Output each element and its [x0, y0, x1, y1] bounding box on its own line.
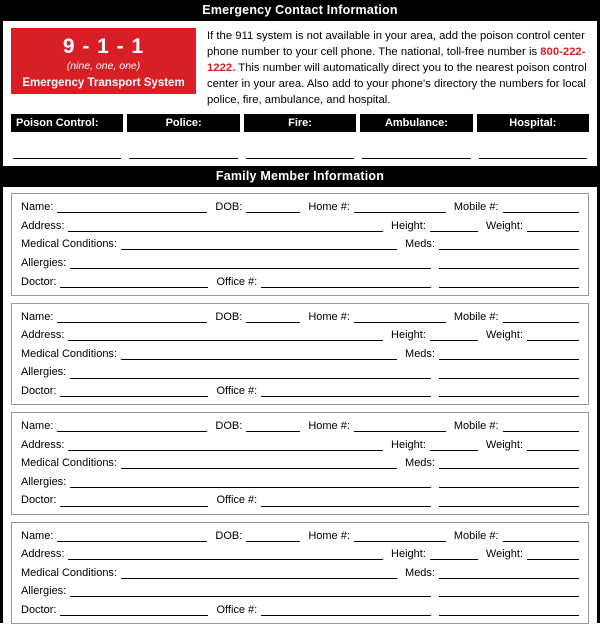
contact-label-fire: Fire:: [244, 114, 356, 132]
label-medical-conditions: Medical Conditions:: [21, 238, 117, 251]
label-allergies: Allergies:: [21, 256, 67, 269]
contact-input-ambulance[interactable]: [362, 132, 470, 159]
label-mobile: Mobile #:: [453, 529, 499, 542]
input-dob[interactable]: [246, 201, 300, 213]
label-home: Home #:: [308, 310, 350, 323]
input-dob[interactable]: [246, 311, 300, 323]
input-address[interactable]: [68, 548, 383, 560]
label-mobile: Mobile #:: [453, 310, 499, 323]
label-doctor: Doctor:: [21, 494, 57, 507]
label-height: Height:: [391, 219, 426, 232]
member-row-medical: [21, 348, 579, 360]
member-row-doctor: [21, 385, 579, 397]
poison-control-note: [196, 28, 589, 108]
member-row-address: [21, 220, 579, 232]
label-dob: DOB:: [215, 310, 243, 323]
input-name[interactable]: [57, 201, 207, 213]
member-row-address: [21, 329, 579, 341]
input-weight[interactable]: [527, 329, 579, 341]
contact-field-hospital: [477, 114, 589, 159]
input-doctor[interactable]: [60, 385, 208, 397]
contact-label-ambulance: Ambulance:: [360, 114, 472, 132]
input-doctor[interactable]: [60, 495, 208, 507]
input-office-phone[interactable]: [261, 495, 431, 507]
contact-field-ambulance: [360, 114, 472, 159]
label-meds: Meds:: [405, 566, 435, 579]
label-allergies: Allergies:: [21, 585, 67, 598]
label-medical-conditions: Medical Conditions:: [21, 347, 117, 360]
911-system-name: Emergency Transport System: [22, 76, 185, 89]
label-name: Name:: [21, 529, 54, 542]
label-meds: Meds:: [405, 238, 435, 251]
member-row-doctor: [21, 604, 579, 616]
label-office: Office #:: [216, 603, 258, 616]
input-name[interactable]: [57, 311, 207, 323]
label-meds: Meds:: [405, 347, 435, 360]
label-dob: DOB:: [215, 420, 243, 433]
label-dob: DOB:: [215, 201, 243, 214]
contact-input-police[interactable]: [129, 132, 237, 159]
input-address[interactable]: [68, 439, 383, 451]
label-weight: Weight:: [485, 219, 523, 232]
label-office: Office #:: [216, 494, 258, 507]
911-spelled: (nine, one, one): [66, 60, 141, 73]
family-members-list: [3, 187, 597, 624]
contact-input-poison-control[interactable]: [13, 132, 121, 159]
contact-field-police: [127, 114, 239, 159]
input-name[interactable]: [57, 420, 207, 432]
label-weight: Weight:: [485, 329, 523, 342]
input-medical-conditions[interactable]: [121, 348, 397, 360]
input-mobile-phone[interactable]: [503, 530, 579, 542]
input-home-phone[interactable]: [354, 201, 446, 213]
contact-label-police: Police:: [127, 114, 239, 132]
input-medical-conditions[interactable]: [121, 457, 397, 469]
label-home: Home #:: [308, 529, 350, 542]
member-row-medical: [21, 567, 579, 579]
member-row-identity: [21, 201, 579, 213]
label-office: Office #:: [216, 275, 258, 288]
emergency-section-header: Emergency Contact Information: [3, 0, 597, 21]
input-office-phone[interactable]: [261, 385, 431, 397]
input-height[interactable]: [430, 220, 478, 232]
input-dob[interactable]: [246, 530, 300, 542]
member-row-address: [21, 439, 579, 451]
label-office: Office #:: [216, 385, 258, 397]
member-row-allergies: [21, 257, 579, 269]
member-row-doctor: [21, 276, 579, 288]
label-weight: Weight:: [485, 548, 523, 561]
label-address: Address:: [21, 548, 65, 561]
contact-input-fire[interactable]: [246, 132, 354, 159]
label-dob: DOB:: [215, 529, 243, 542]
input-weight[interactable]: [527, 439, 579, 451]
input-meds[interactable]: [439, 348, 579, 360]
family-member-card: [11, 193, 589, 295]
label-height: Height:: [391, 329, 426, 342]
input-allergies-continued[interactable]: [439, 585, 579, 597]
label-medical-conditions: Medical Conditions:: [21, 566, 117, 579]
family-section-header: Family Member Information: [3, 166, 597, 187]
label-address: Address:: [21, 438, 65, 451]
input-weight[interactable]: [527, 548, 579, 560]
input-address[interactable]: [68, 220, 383, 232]
input-mobile-phone[interactable]: [503, 201, 579, 213]
family-member-card: [11, 303, 589, 405]
emergency-contacts-row: [3, 112, 597, 159]
911-number: 9 - 1 - 1: [62, 35, 145, 58]
label-home: Home #:: [308, 201, 350, 214]
contact-field-fire: [244, 114, 356, 159]
member-row-allergies: [21, 366, 579, 378]
input-doctor-continued[interactable]: [439, 276, 579, 288]
input-allergies[interactable]: [70, 476, 431, 488]
input-allergies[interactable]: [70, 585, 431, 597]
label-mobile: Mobile #:: [453, 420, 499, 433]
contact-field-poison-control: [11, 114, 123, 159]
input-medical-conditions[interactable]: [121, 238, 397, 250]
label-height: Height:: [391, 438, 426, 451]
label-allergies: Allergies:: [21, 475, 67, 488]
input-meds[interactable]: [439, 457, 579, 469]
label-doctor: Doctor:: [21, 603, 57, 616]
input-office-phone[interactable]: [261, 276, 431, 288]
input-address[interactable]: [68, 329, 383, 341]
family-member-card: [11, 412, 589, 514]
emergency-intro-block: [3, 21, 597, 112]
member-row-identity: [21, 311, 579, 323]
member-row-allergies: [21, 585, 579, 597]
contact-label-poison-control: Poison Control:: [11, 114, 123, 132]
label-address: Address:: [21, 329, 65, 342]
label-doctor: Doctor:: [21, 385, 57, 397]
input-weight[interactable]: [527, 220, 579, 232]
input-home-phone[interactable]: [354, 420, 446, 432]
label-weight: Weight:: [485, 438, 523, 451]
member-row-identity: [21, 420, 579, 432]
input-doctor[interactable]: [60, 604, 208, 616]
family-member-card: [11, 522, 589, 624]
input-meds[interactable]: [439, 238, 579, 250]
label-name: Name:: [21, 420, 54, 433]
label-name: Name:: [21, 310, 54, 323]
label-name: Name:: [21, 201, 54, 214]
input-doctor-continued[interactable]: [439, 495, 579, 507]
label-address: Address:: [21, 219, 65, 232]
label-allergies: Allergies:: [21, 366, 67, 379]
input-doctor-continued[interactable]: [439, 385, 579, 397]
input-mobile-phone[interactable]: [503, 420, 579, 432]
member-row-allergies: [21, 476, 579, 488]
input-medical-conditions[interactable]: [121, 567, 397, 579]
911-badge: [11, 28, 196, 94]
input-doctor[interactable]: [60, 276, 208, 288]
input-name[interactable]: [57, 530, 207, 542]
contact-label-hospital: Hospital:: [477, 114, 589, 132]
input-home-phone[interactable]: [354, 530, 446, 542]
input-allergies-continued[interactable]: [439, 257, 579, 269]
label-home: Home #:: [308, 420, 350, 433]
input-allergies-continued[interactable]: [439, 367, 579, 379]
member-row-medical: [21, 457, 579, 469]
note-text-part-1: If the 911 system is not available in your area, add the poison control center phone number to your cell phone. The national, toll-free number is: [207, 30, 585, 59]
input-home-phone[interactable]: [354, 311, 446, 323]
label-height: Height:: [391, 548, 426, 561]
input-allergies-continued[interactable]: [439, 476, 579, 488]
input-meds[interactable]: [439, 567, 579, 579]
label-medical-conditions: Medical Conditions:: [21, 457, 117, 470]
input-height[interactable]: [430, 548, 478, 560]
note-text-part-2: This number will automatically direct you to the nearest poison control center in your area. Also add to your phone's directory the numbers for local police, fire, ambulance, and hospital.: [207, 62, 587, 107]
input-office-phone[interactable]: [261, 604, 431, 616]
poison-control-phone: 800-222-1222.: [207, 46, 586, 75]
member-row-doctor: [21, 494, 579, 506]
member-row-medical: [21, 238, 579, 250]
member-row-address: [21, 548, 579, 560]
input-height[interactable]: [430, 439, 478, 451]
label-meds: Meds:: [405, 457, 435, 470]
label-doctor: Doctor:: [21, 275, 57, 288]
input-allergies[interactable]: [70, 257, 431, 269]
contact-input-hospital[interactable]: [479, 132, 587, 159]
input-mobile-phone[interactable]: [503, 311, 579, 323]
input-height[interactable]: [430, 329, 478, 341]
input-dob[interactable]: [246, 420, 300, 432]
input-allergies[interactable]: [70, 367, 431, 379]
input-doctor-continued[interactable]: [439, 604, 579, 616]
label-mobile: Mobile #:: [453, 201, 499, 214]
member-row-identity: [21, 530, 579, 542]
